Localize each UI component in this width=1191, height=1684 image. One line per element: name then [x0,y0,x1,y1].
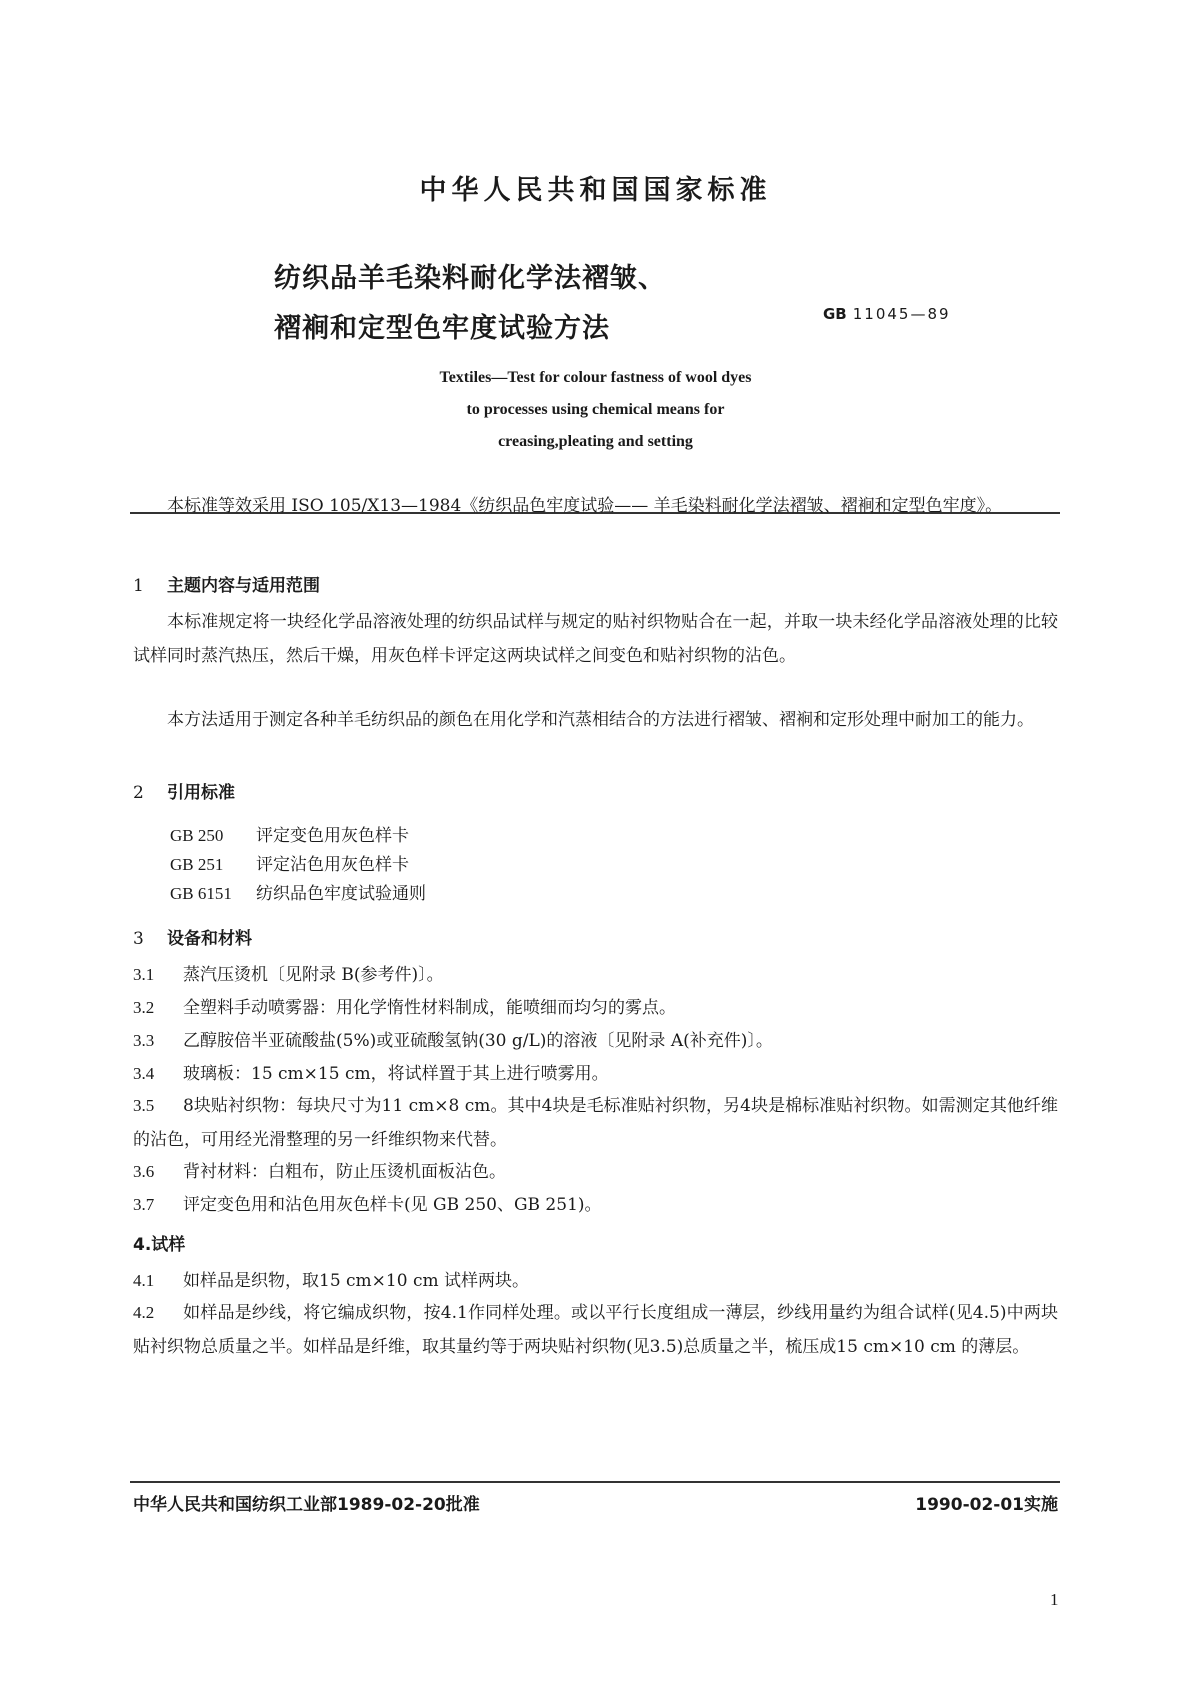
item-3-4 [133,1057,1058,1091]
section-2-title: 引用标准 [167,783,235,803]
section-2-number: 2 [133,783,144,803]
reference-gb250 [170,821,409,846]
standard-title-line-2: 褶裥和定型色牢度试验方法 [274,313,610,344]
item-number: 3.3 [133,1031,155,1050]
item-4-2 [133,1296,1058,1364]
standard-prefix: GB [823,305,847,323]
item-3-3 [133,1024,1058,1058]
item-number: 3.1 [133,965,155,984]
section-2-heading [133,778,235,803]
effective-date: 1990-02-01实施 [915,1495,1058,1515]
page-number: 1 [1050,1590,1059,1609]
item-3-5 [133,1089,1058,1157]
item-3-1 [133,958,1058,992]
section-1-paragraph-1: 本标准规定将一块经化学品溶液处理的纺织品试样与规定的贴衬织物贴合在一起，并取一块未经化学品溶液处理的比较试样同时蒸汽热压，然后干燥，用灰色样卡评定这两块试样之间变色和贴衬织物的沾色。 [133,612,1058,666]
item-3-2 [133,991,1058,1025]
standard-number [823,305,951,323]
standard-code: 11045—89 [852,305,951,323]
item-text: 评定变色用和沾色用灰色样卡(见 GB 250、GB 251)。 [183,1195,602,1215]
section-3-heading [133,924,252,949]
item-text: 蒸汽压烫机〔见附录 B(参考件)〕。 [183,965,444,985]
english-title-line-3: creasing,pleating and setting [498,433,693,450]
item-number: 3.2 [133,998,155,1017]
item-text: 如样品是织物，取15 cm×10 cm 试样两块。 [183,1271,530,1291]
item-number: 3.4 [133,1064,155,1083]
item-text: 8块贴衬织物：每块尺寸为11 cm×8 cm。其中4块是毛标准贴衬织物，另4块是棉标准贴衬织物。如需测定其他纤维的沾色，可用经光滑整理的另一纤维织物来代替。 [133,1096,1058,1150]
approval-line: 中华人民共和国纺织工业部1989-02-20批准 [133,1495,480,1515]
item-text: 乙醇胺倍半亚硫酸盐(5%)或亚硫酸氢钠(30 g/L)的溶液〔见附录 A(补充件)〕。 [183,1031,773,1051]
item-3-6 [133,1155,1058,1189]
item-3-7 [133,1188,1058,1222]
item-text: 全塑料手动喷雾器：用化学惰性材料制成，能喷细而均匀的雾点。 [183,998,676,1018]
item-4-1 [133,1264,1058,1298]
item-number: 3.7 [133,1195,155,1214]
standard-title-line-1: 纺织品羊毛染料耐化学法褶皱、 [274,263,666,294]
item-number: 3.5 [133,1096,155,1115]
section-3-title: 设备和材料 [167,929,252,949]
intro-paragraph: 本标准等效采用 ISO 105/X13—1984《纺织品色牢度试验—— 羊毛染料耐化学法褶皱、褶裥和定型色牢度》。 [167,496,1003,516]
item-text: 如样品是纱线，将它编成织物，按4.1作同样处理。或以平行长度组成一薄层，纱线用量约为组合试样(见4.5)中两块贴衬织物总质量之半。如样品是纤维，取其量约等于两块贴衬织物(见3.5)总质量之半，梳压成15 cm×10 cm 的薄层。 [133,1303,1058,1357]
item-text: 玻璃板：15 cm×15 cm，将试样置于其上进行喷雾用。 [183,1064,609,1084]
reference-gb6151 [170,879,426,904]
national-standard-title: 中华人民共和国国家标准 [419,175,772,206]
item-number: 3.6 [133,1162,155,1181]
section-3-number: 3 [133,929,144,949]
reference-code: GB 6151 [170,884,232,903]
item-text: 背衬材料：白粗布，防止压烫机面板沾色。 [183,1162,506,1182]
reference-text: 评定沾色用灰色样卡 [256,855,409,875]
section-1-title: 主题内容与适用范围 [167,576,320,596]
reference-gb251 [170,850,409,875]
section-1-paragraph-2: 本方法适用于测定各种羊毛纺织品的颜色在用化学和汽蒸相结合的方法进行褶皱、褶裥和定形处理中耐加工的能力。 [167,710,1034,730]
footer-divider [130,1481,1060,1483]
item-number: 4.1 [133,1271,155,1290]
reference-text: 评定变色用灰色样卡 [256,826,409,846]
reference-code: GB 250 [170,826,224,845]
section-1-number: 1 [133,576,144,596]
item-number: 4.2 [133,1303,155,1322]
reference-text: 纺织品色牢度试验通则 [256,884,426,904]
section-1-heading [133,571,320,596]
english-title-line-1: Textiles—Test for colour fastness of wool dyes [439,369,752,386]
reference-code: GB 251 [170,855,224,874]
english-title-line-2: to processes using chemical means for [466,401,725,418]
section-4-heading: 4.试样 [133,1235,186,1255]
